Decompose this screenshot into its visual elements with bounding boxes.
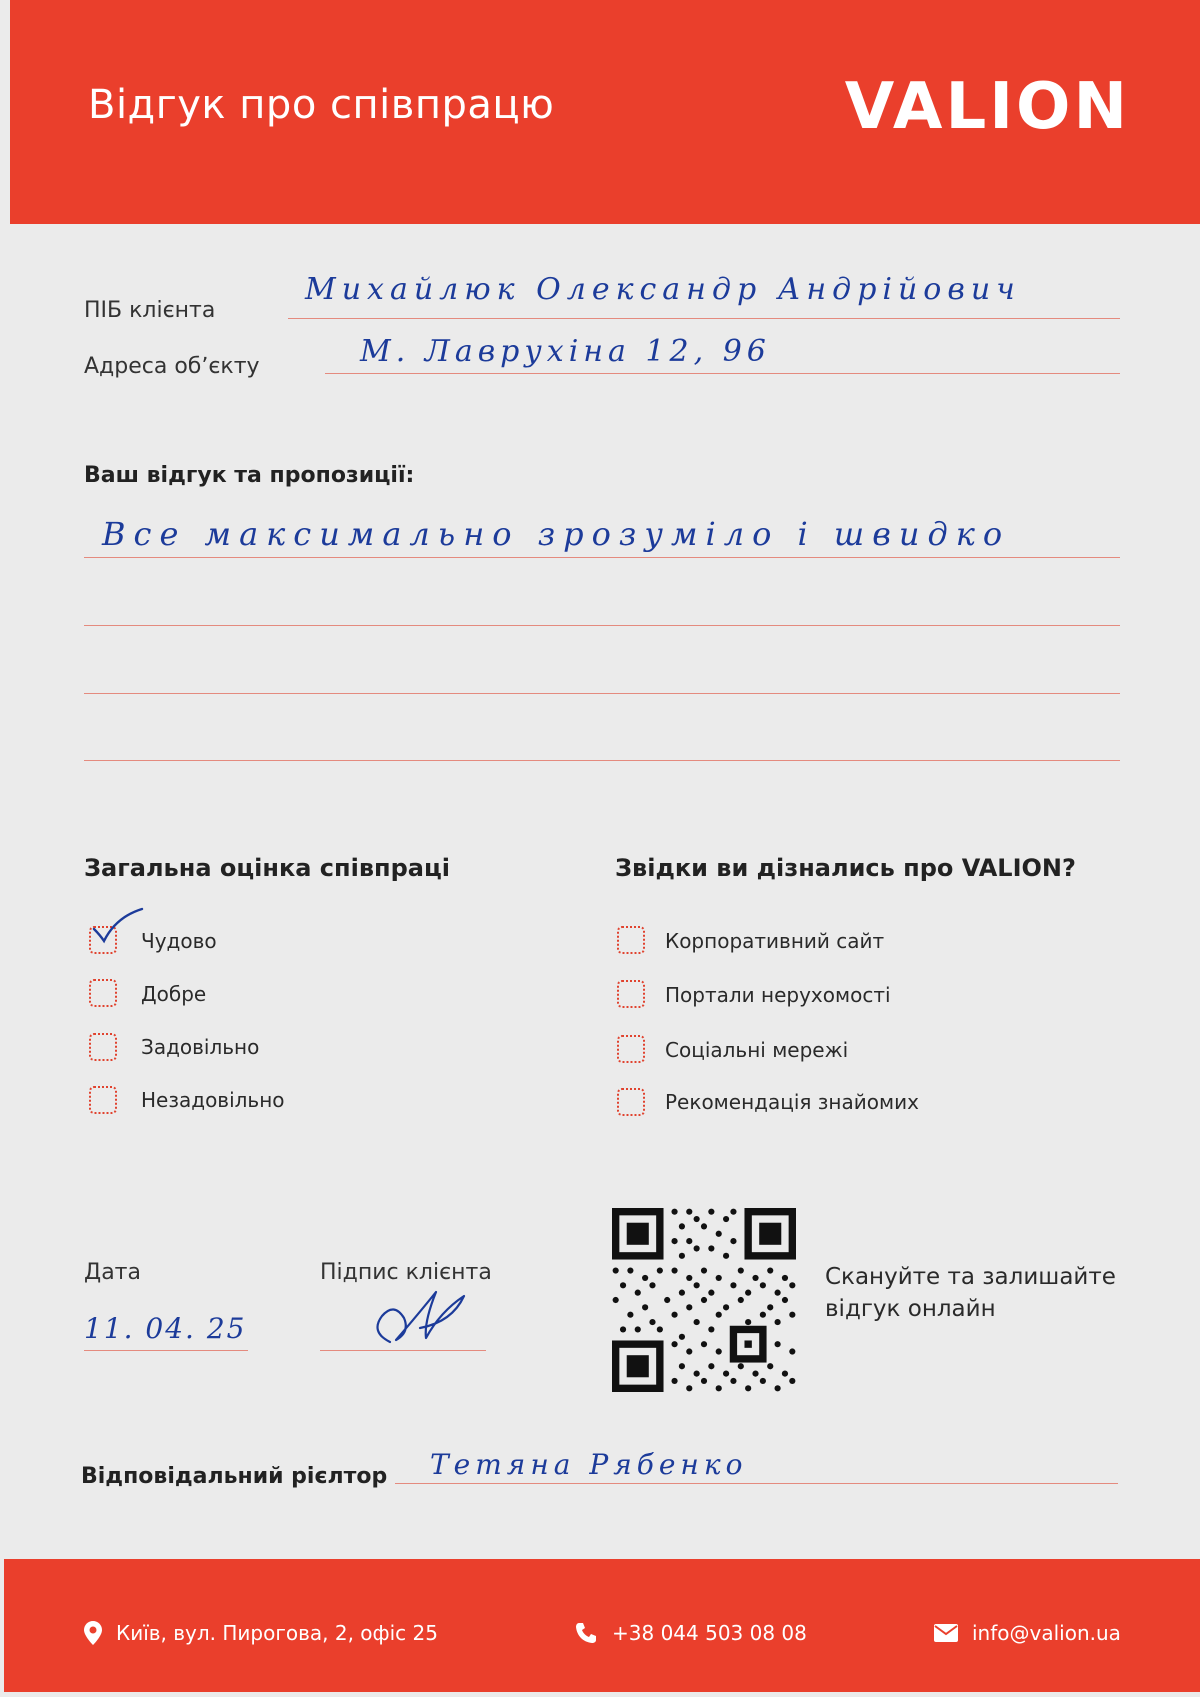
- rating-option-label: Чудово: [141, 929, 217, 953]
- qr-caption-line-2: відгук онлайн: [825, 1296, 996, 1322]
- client-name-label: ПІБ клієнта: [84, 298, 216, 323]
- qr-code[interactable]: [612, 1208, 796, 1392]
- feedback-line-1: [84, 557, 1120, 558]
- source-title: Звідки ви дізнались про VALION?: [615, 854, 1076, 882]
- qr-caption-line-1: Скануйте та залишайте: [825, 1264, 1116, 1290]
- date-label: Дата: [84, 1260, 141, 1285]
- rating-option-label: Добре: [141, 982, 207, 1006]
- source-checkbox-social[interactable]: [617, 1035, 645, 1063]
- rating-checkbox-good[interactable]: [89, 979, 117, 1007]
- checkmark-icon: [90, 905, 146, 945]
- date-line: [84, 1350, 248, 1351]
- footer-email[interactable]: [934, 1621, 1121, 1645]
- page-title: Відгук про співпрацю: [88, 82, 555, 128]
- phone-icon: [574, 1621, 598, 1645]
- feedback-text[interactable]: Все максимально зрозуміло і швидко: [102, 515, 1011, 553]
- rating-checkbox-unsatisfactory[interactable]: [89, 1086, 117, 1114]
- footer-phone[interactable]: [574, 1621, 807, 1645]
- realtor-value[interactable]: Тетяна Рябенко: [430, 1448, 748, 1481]
- brand-logo: VALION: [844, 70, 1130, 144]
- header-bar: [10, 0, 1200, 224]
- qr-caption: [825, 1261, 1116, 1325]
- signature-label: Підпис клієнта: [320, 1260, 492, 1285]
- client-name-line: [288, 318, 1120, 319]
- feedback-line-3: [84, 693, 1120, 694]
- rating-option-label: Задовільно: [141, 1035, 260, 1059]
- feedback-line-2: [84, 625, 1120, 626]
- source-option-label: Корпоративний сайт: [665, 929, 885, 953]
- source-checkbox-recommendation[interactable]: [617, 1088, 645, 1116]
- footer-phone-text: +38 044 503 08 08: [612, 1621, 807, 1645]
- source-option-label: Соціальні мережі: [665, 1038, 849, 1062]
- source-checkbox-website[interactable]: [617, 926, 645, 954]
- source-option-label: Портали нерухомості: [665, 983, 891, 1007]
- footer-address: [84, 1621, 438, 1645]
- location-pin-icon: [84, 1621, 102, 1645]
- signature-line: [320, 1350, 486, 1351]
- footer-address-text: Київ, вул. Пирогова, 2, офіс 25: [116, 1621, 438, 1645]
- footer-email-text: info@valion.ua: [972, 1621, 1121, 1645]
- rating-checkbox-satisfactory[interactable]: [89, 1033, 117, 1061]
- mail-icon: [934, 1624, 958, 1642]
- rating-title: Загальна оцінка співпраці: [84, 854, 450, 882]
- rating-option-label: Незадовільно: [141, 1088, 285, 1112]
- signature-mark[interactable]: [360, 1282, 470, 1352]
- realtor-line: [395, 1483, 1118, 1484]
- date-value[interactable]: 11. 04. 25: [84, 1312, 247, 1345]
- feedback-label: Ваш відгук та пропозиції:: [84, 463, 415, 488]
- address-value[interactable]: М. Лаврухіна 12, 96: [360, 334, 771, 369]
- address-line: [325, 373, 1120, 374]
- address-label: Адреса обʼєкту: [84, 354, 260, 379]
- feedback-line-4: [84, 760, 1120, 761]
- footer-bar: [4, 1559, 1200, 1692]
- client-name-value[interactable]: Михайлюк Олександр Андрійович: [305, 272, 1021, 307]
- realtor-label: Відповідальний рієлтор: [81, 1464, 388, 1489]
- source-checkbox-portals[interactable]: [617, 980, 645, 1008]
- source-option-label: Рекомендація знайомих: [665, 1090, 919, 1114]
